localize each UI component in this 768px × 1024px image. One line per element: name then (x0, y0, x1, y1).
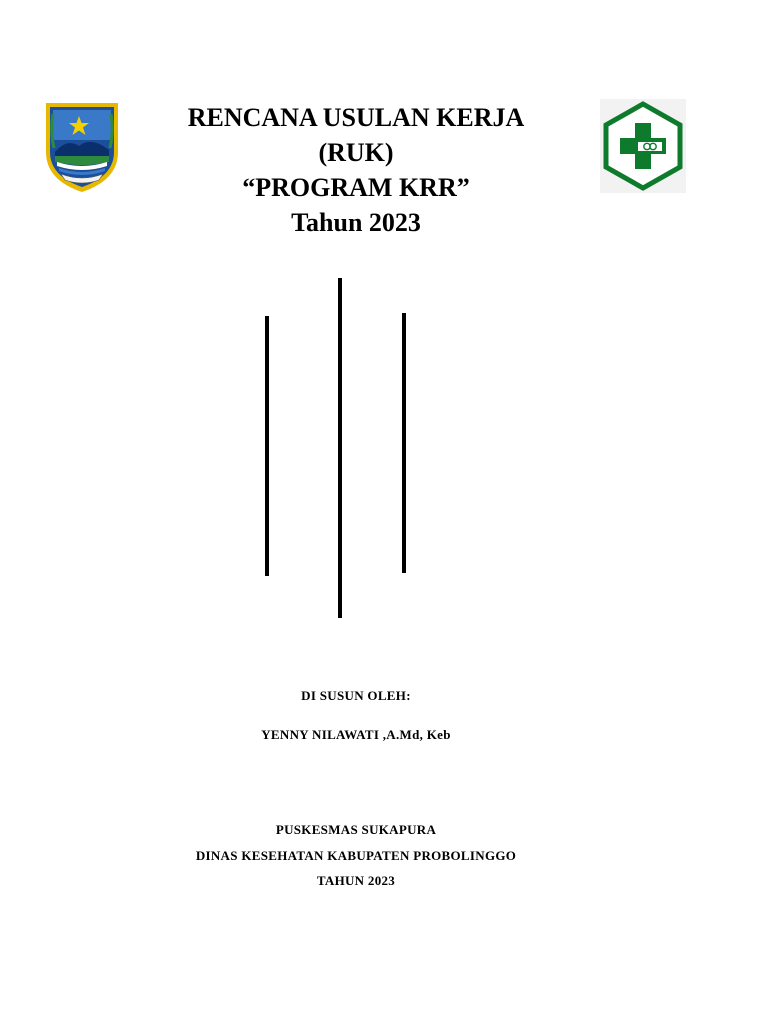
author-name: YENNY NILAWATI ,A.Md, Keb (261, 727, 451, 742)
decorative-bar-left (265, 316, 269, 576)
title-line-1: RENCANA USULAN KERJA (187, 103, 525, 132)
title-line-2: (RUK) (318, 138, 394, 167)
organization-year: TAHUN 2023 (316, 873, 396, 888)
title-line-3: “PROGRAM KRR” (242, 173, 470, 202)
organization-line-1: PUSKESMAS SUKAPURA (275, 822, 437, 837)
organization-line-2: DINAS KESEHATAN KABUPATEN PROBOLINGGO (195, 848, 517, 863)
puskesmas-logo-icon (600, 99, 686, 193)
title-line-4: Tahun 2023 (291, 208, 421, 237)
prepared-by-label: DI SUSUN OLEH: (301, 688, 411, 703)
document-title (150, 100, 562, 240)
decorative-bar-right (402, 313, 406, 573)
regency-coat-of-arms-icon (43, 100, 121, 194)
decorative-bar-center (338, 278, 342, 618)
